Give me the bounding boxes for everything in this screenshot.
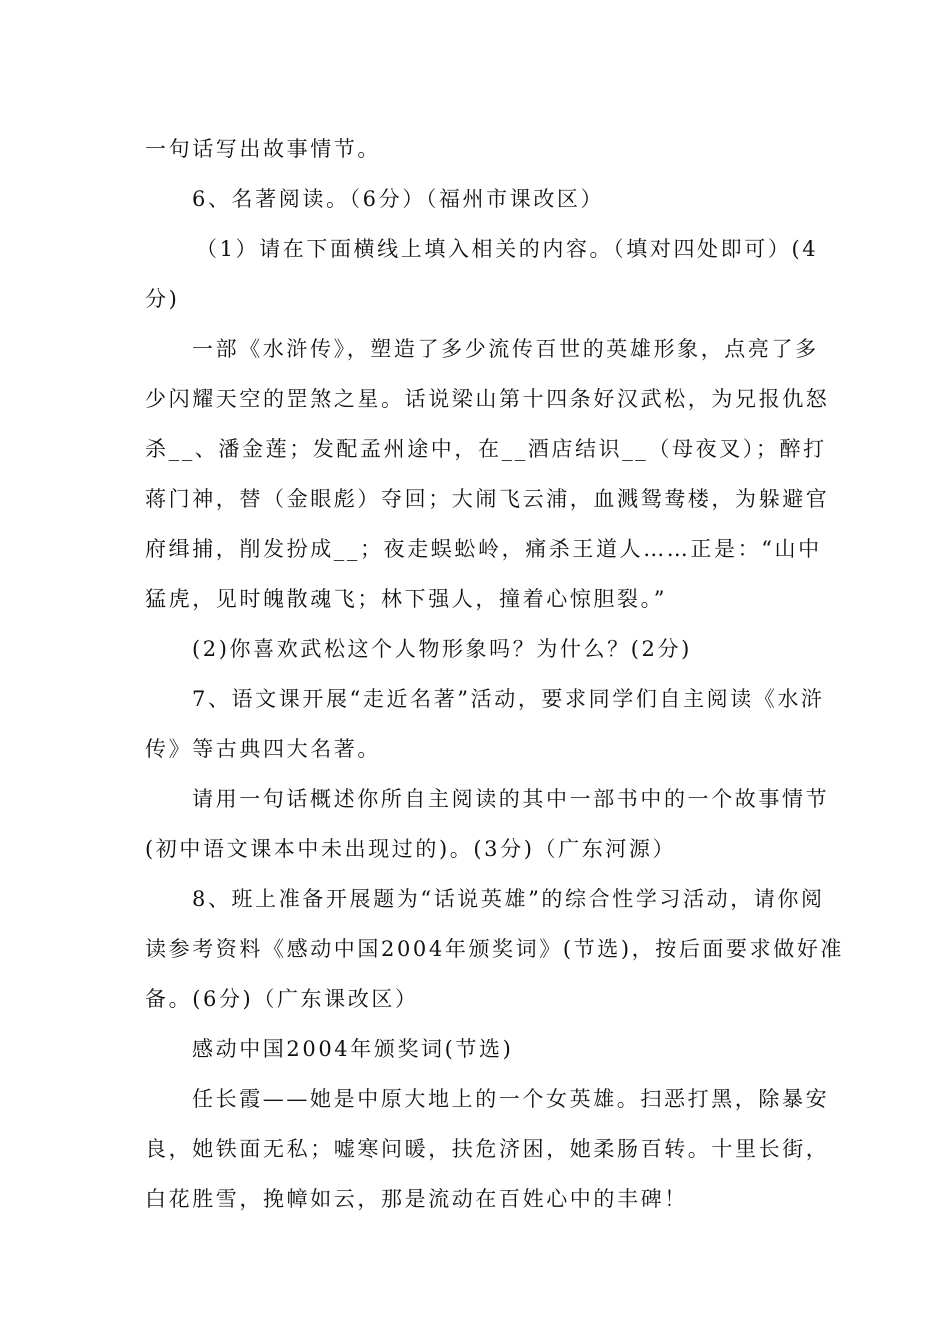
text-line: 蒋门神，替（金眼彪）夺回；大闹飞云浦，血溅鸳鸯楼，为躲避官 bbox=[145, 487, 830, 511]
question-heading: 7、语文课开展“走近名著”活动，要求同学们自主阅读《水浒 bbox=[192, 687, 825, 711]
text-line: 任长霞——她是中原大地上的一个女英雄。扫恶打黑，除暴安 bbox=[192, 1087, 830, 1111]
text-line: 少闪耀天空的罡煞之星。话说梁山第十四条好汉武松，为兄报仇怒 bbox=[145, 387, 830, 411]
text-line: 良，她铁面无私；嘘寒问暖，扶危济困，她柔肠百转。十里长街， bbox=[145, 1137, 830, 1161]
question-heading: 8、班上准备开展题为“话说英雄”的综合性学习活动，请你阅 bbox=[192, 887, 825, 911]
text-line: 读参考资料《感动中国2004年颁奖词》(节选)，按后面要求做好准 bbox=[145, 937, 845, 961]
text-line: 府缉捕，削发扮成__；夜走蜈蚣岭，痛杀王道人……正是：“山中 bbox=[145, 537, 822, 561]
text-line: 一句话写出故事情节。 bbox=[145, 137, 381, 161]
text-line: 白花胜雪，挽幛如云，那是流动在百姓心中的丰碑！ bbox=[145, 1187, 688, 1211]
text-line: 一部《水浒传》，塑造了多少流传百世的英雄形象，点亮了多 bbox=[192, 337, 819, 361]
text-line: 请用一句话概述你所自主阅读的其中一部书中的一个故事情节 bbox=[192, 787, 830, 811]
text-line: （1）请在下面横线上填入相关的内容。（填对四处即可）(4 bbox=[196, 237, 819, 261]
question-heading: 6、名著阅读。（6分）（福州市课改区） bbox=[192, 187, 605, 211]
text-line: 猛虎，见时魄散魂飞；林下强人，撞着心惊胆裂。” bbox=[145, 587, 668, 611]
text-line: 分) bbox=[145, 287, 180, 311]
text-line: 杀__、潘金莲；发配孟州途中，在__酒店结识__（母夜叉）；醉打 bbox=[145, 437, 827, 461]
text-line: 传》等古典四大名著。 bbox=[145, 737, 381, 761]
section-title: 感动中国2004年颁奖词(节选) bbox=[192, 1037, 514, 1061]
text-line: 备。(6分)（广东课改区） bbox=[145, 987, 419, 1011]
text-line: (2)你喜欢武松这个人物形象吗？为什么？(2分) bbox=[192, 637, 692, 661]
text-line: (初中语文课本中未出现过的)。(3分)（广东河源） bbox=[145, 837, 677, 861]
